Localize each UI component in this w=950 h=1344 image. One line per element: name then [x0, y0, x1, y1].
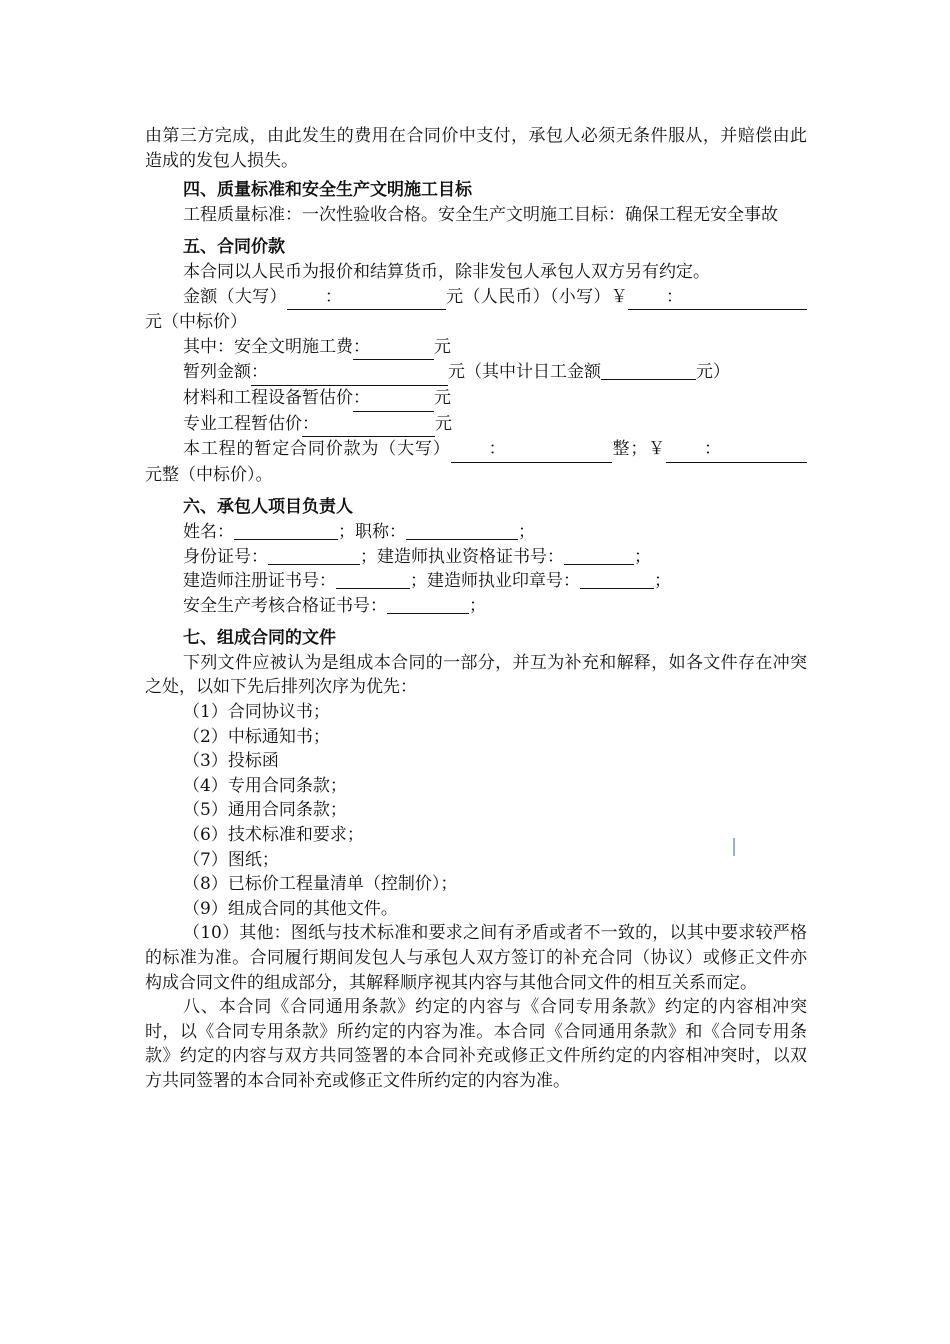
intro-paragraph: 由第三方完成，由此发生的费用在合同价中支付，承包人必须无条件服从，并赔偿由此造成的发包人损失。: [145, 126, 807, 171]
list-item: （1）合同协议书；: [183, 702, 330, 723]
contract-amount-line: 金额（大写） ： 元（人民币）（小写）￥ ：元（中标价）: [145, 285, 807, 335]
list-item: （2）中标通知书；: [183, 726, 330, 747]
total-words-blank[interactable]: ：: [451, 437, 612, 463]
manager-reg-line: 建造师注册证书号： ；建造师执业印章号： ；: [183, 571, 671, 592]
list-item: （6）技术标准和要求；: [183, 825, 364, 846]
document-body: [145, 124, 807, 1094]
daywork-blank[interactable]: [601, 362, 696, 380]
section-7-other: （10）其他：图纸与技术标准和要求之间有矛盾或者不一致的，以其中要求较严格的标准为准。合同履行期间发包人与承包人双方签订的补充合同（协议）或修正文件亦构成合同文件的组成部分，其解释顺序视其内容与其他合同文件的相互关系而定。: [145, 923, 807, 993]
provisional-sum-line: 暂列金额： 元（其中计日工金额 元）: [145, 360, 807, 386]
section-8-text: 八、本合同《合同通用条款》约定的内容与《合同专用条款》约定的内容相冲突时，以《合同专用条款》所约定的内容为准。本合同《合同通用条款》和《合同专用条款》约定的内容与双方共同签署的本合同补充或修正文件所约定的内容相冲突时，以双方共同签署的本合同补充或修正文件所约定的内容为准。: [145, 997, 807, 1091]
list-item: （3）投标函: [183, 751, 279, 772]
section-7-heading: 七、组成合同的文件: [183, 628, 336, 649]
section-4-text: 工程质量标准：一次性验收合格。安全生产文明施工目标：确保工程无安全事故: [183, 204, 778, 225]
id-blank[interactable]: [268, 547, 360, 565]
seal-number-blank[interactable]: [580, 571, 654, 589]
total-price-line: 本工程的暂定合同价款为（大写） ： 整；￥ ：元整（中标价）。: [145, 437, 807, 487]
registration-cert-blank[interactable]: [336, 571, 410, 589]
list-item: （7）图纸；: [183, 849, 279, 870]
list-item: （9）组成合同的其他文件。: [183, 898, 398, 919]
list-item: （5）通用合同条款；: [183, 800, 347, 821]
section-4-heading: 四、质量标准和安全生产文明施工目标: [183, 180, 472, 201]
amount-words-blank[interactable]: ：: [287, 285, 446, 311]
title-blank[interactable]: [406, 522, 518, 540]
safety-cert-blank[interactable]: [387, 596, 469, 614]
qualification-cert-blank[interactable]: [564, 547, 634, 565]
text-cursor: [733, 838, 735, 856]
material-estimate-blank[interactable]: ：: [353, 386, 434, 412]
amount-figure-blank[interactable]: ：: [628, 285, 807, 311]
manager-id-line: 身份证号： ；建造师执业资格证书号： ；: [183, 546, 651, 567]
material-estimate-line: 材料和工程设备暂估价： 元: [145, 386, 807, 412]
safety-fee-line: 其中：安全文明施工费： 元: [145, 335, 807, 361]
safety-cert-line: 安全生产考核合格证书号： ；: [183, 595, 486, 616]
total-figure-blank[interactable]: ：: [666, 437, 807, 463]
list-item: （4）专用合同条款；: [183, 775, 347, 796]
special-works-line: 专业工程暂估价： 元: [145, 412, 807, 438]
provisional-sum-blank[interactable]: ：: [251, 360, 448, 386]
manager-name-line: 姓名： ；职称： ；: [183, 521, 535, 542]
safety-fee-blank[interactable]: ：: [353, 335, 434, 361]
name-blank[interactable]: [234, 522, 338, 540]
section-5-heading: 五、合同价款: [183, 237, 285, 258]
list-item: （8）已标价工程量清单（控制价）；: [183, 874, 458, 895]
special-works-blank[interactable]: ：: [302, 412, 435, 438]
section-6-heading: 六、承包人项目负责人: [183, 497, 353, 518]
section-7-intro: 下列文件应被认为是组成本合同的一部分，并互为补充和解释，如各文件存在冲突之处，以如下先后排列次序为优先：: [145, 652, 807, 698]
section-5-currency-text: 本合同以人民币为报价和结算货币，除非发包人承包人双方另有约定。: [183, 261, 710, 282]
